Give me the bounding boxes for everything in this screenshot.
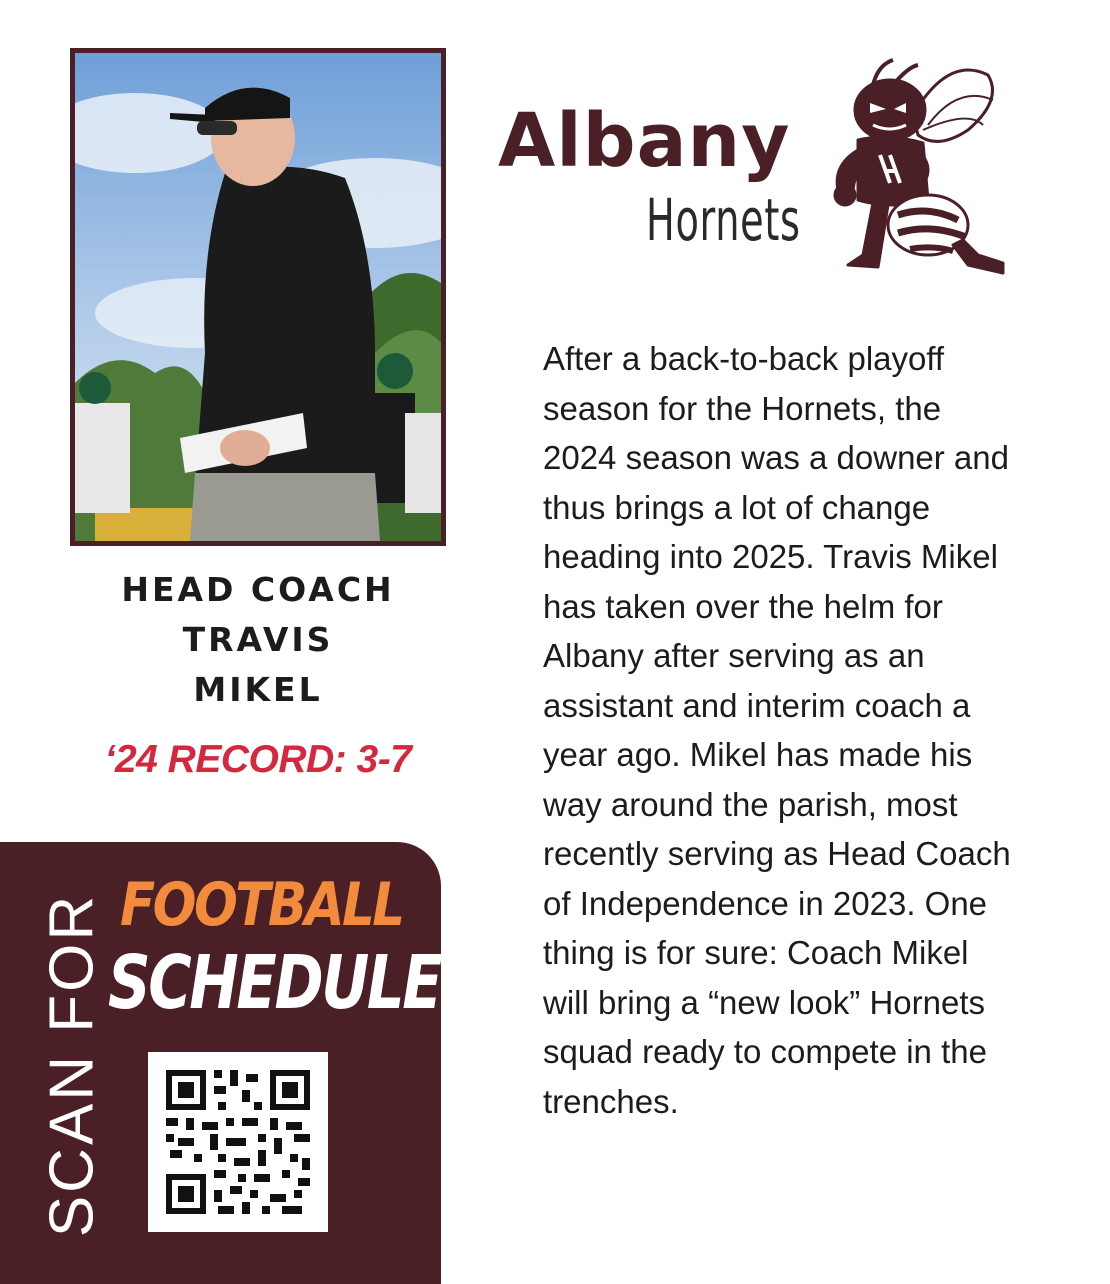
- coach-record: ‘24 RECORD: 3-7: [104, 738, 412, 781]
- schedule-qr-code[interactable]: [148, 1052, 328, 1232]
- football-label: FOOTBALL: [120, 870, 403, 940]
- brand-subtitle: Hornets: [646, 186, 801, 254]
- coach-photo-image: [75, 53, 441, 541]
- qr-code-icon: [148, 1052, 328, 1232]
- scan-for-label: SCAN FOR: [37, 892, 107, 1238]
- schedule-label: SCHEDULE: [108, 940, 441, 1026]
- article-body: After a back-to-back playoff season for the Hornets, the 2024 season was a downer and thus brings a lot of change heading into 2025. Travis Mikel has taken over the helm for Albany after serving as an assistant and interim coach a year ago. Mikel has made his way around the parish, most recently serving as Head Coach of Independence in 2023. One thing is for sure: Coach Mikel will bring a “new look” Hornets squad ready to compete in the trenches.: [543, 340, 1011, 1120]
- coach-last-name: MIKEL: [193, 670, 323, 709]
- coach-title-line-1: HEAD COACH: [121, 570, 395, 609]
- brand-name: Albany: [498, 98, 791, 184]
- coach-first-name: TRAVIS: [182, 620, 334, 659]
- hornet-mascot-icon: [818, 55, 1018, 285]
- coach-photo: [70, 48, 446, 546]
